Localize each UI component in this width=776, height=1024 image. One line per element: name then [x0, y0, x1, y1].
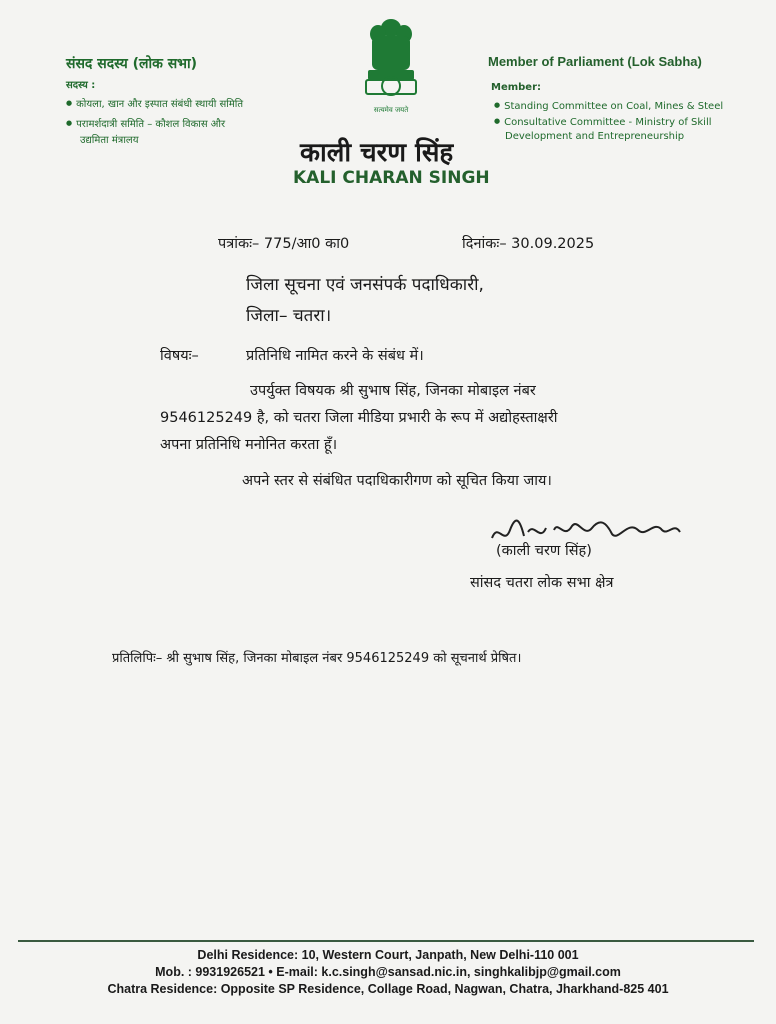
state-emblem-icon — [358, 14, 424, 118]
left-member-item-cont: उद्यमिता मंत्रालय — [80, 135, 139, 146]
signature-name: (काली चरण सिंह) — [496, 543, 592, 559]
left-member-item: ● कोयला, खान और इस्पात संबंधी स्थायी समिति — [66, 96, 243, 112]
emblem-motto: सत्यमेव जयते — [373, 106, 409, 114]
footer-divider — [18, 940, 754, 942]
name-hindi: काली चरण सिंह — [300, 138, 454, 168]
para1-line1: उपर्युक्त विषयक श्री सुभाष सिंह, जिनका मोबाइल नंबर — [250, 383, 536, 399]
footer-delhi-address: Delhi Residence: 10, Western Court, Janpath, New Delhi-110 001 — [197, 948, 579, 962]
left-member-label: सदस्य : — [66, 80, 96, 91]
name-english: KALI CHARAN SINGH — [293, 168, 490, 188]
footer-contact: Mob. : 9931926521 • E-mail: k.c.singh@sansad.nic.in, singhkalibjp@gmail.com — [155, 965, 621, 979]
left-member-item: ● परामर्शदात्री समिति – कौशल विकास और — [66, 116, 225, 132]
addressee-line1: जिला सूचना एवं जनसंपर्क पदाधिकारी, — [246, 275, 484, 295]
right-header-title: Member of Parliament (Lok Sabha) — [488, 54, 702, 69]
subject-label: विषयः– — [160, 348, 199, 364]
right-member-label: Member: — [491, 82, 542, 93]
para2: अपने स्तर से संबंधित पदाधिकारीगण को सूचित किया जाय। — [242, 473, 552, 489]
para1-line2: 9546125249 है, को चतरा जिला मीडिया प्रभारी के रूप में अद्योहस्ताक्षरी — [160, 410, 558, 426]
letter-reference: पत्रांकः– 775/आ0 का0 — [218, 236, 350, 252]
footer-chatra-address: Chatra Residence: Opposite SP Residence, Collage Road, Nagwan, Chatra, Jharkhand-825 401 — [107, 982, 669, 996]
right-member-item: ● Standing Committee on Coal, Mines & Steel — [494, 98, 723, 114]
copy-to: प्रतिलिपिः– श्री सुभाष सिंह, जिनका मोबाइल नंबर 9546125249 को सूचनार्थ प्रेषित। — [112, 651, 522, 666]
right-member-item-cont: Development and Entrepreneurship — [505, 131, 685, 142]
para1-line3: अपना प्रतिनिधि मनोनित करता हूँ। — [160, 437, 338, 453]
addressee-line2: जिला– चतरा। — [246, 306, 332, 326]
signature-designation: सांसद चतरा लोक सभा क्षेत्र — [470, 575, 614, 591]
left-header-title: संसद सदस्य (लोक सभा) — [66, 56, 198, 72]
right-member-item: ● Consultative Committee - Ministry of Skill — [494, 114, 712, 130]
subject-text: प्रतिनिधि नामित करने के संबंध में। — [246, 348, 424, 364]
letter-date: दिनांकः– 30.09.2025 — [462, 236, 595, 252]
